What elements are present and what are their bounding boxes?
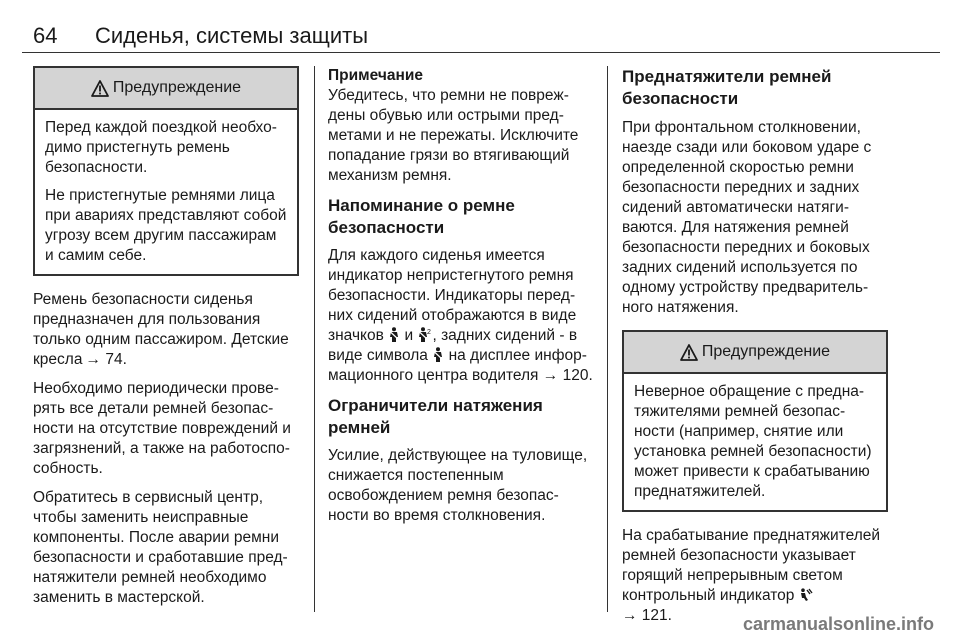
body-paragraph: На срабатывание преднатяжителей ремней безопасности указывает горящий непрерывным светом контрольный индикатор → 121. [622,527,881,624]
body-paragraph: Для каждого сиденья имеется индикатор непристегнутого ремня безопасности. Индикаторы передних сидений отображаются в виде значков и 2 , задних сидений - в виде символа на дисплее информационного центра водителя → 120. [328,247,593,384]
warning-triangle-icon [680,344,698,361]
column-1 [33,66,299,617]
column-divider [314,66,315,612]
seatbelt-person-icon [388,327,400,342]
svg-text:2: 2 [427,329,432,336]
page-reference[interactable]: → 121. [622,607,672,624]
warning-body [35,110,297,274]
section-heading: Преднатяжители ремней безопасности [622,67,832,108]
watermark: carmanualsonline.info [742,614,934,634]
note-text: Убедитесь, что ремни не повреждены обувью или острыми предметами и не пережаты. Исключите попадание грязи во втягивающий механизм ремня. [328,87,579,184]
warning-body [624,374,886,510]
warning-title: Предупреждение [112,79,242,96]
warning-title: Предупреждение [701,343,831,360]
page-number: 64 [33,23,58,48]
seatbelt-person-2-icon [417,327,432,342]
body-paragraph: Обратитесь в сервисный центр, чтобы заменить неисправные компоненты. После аварии ремни безопасности и сработавшие преднатяжители ремней необходимо заменить в мастерской. [33,489,288,606]
warning-header [624,332,886,374]
warning-header [35,68,297,110]
page-reference[interactable]: → 120. [542,367,593,384]
note-block [328,66,594,186]
page-reference[interactable]: → 74. [82,351,127,368]
body-paragraph: Необходимо периодически проверять все детали ремней безопасности на отсутствие повреждений и загрязнений, а также на работоспособность. [33,380,291,477]
body-paragraph: При фронтальном столкновении, наезде сзади или боковом ударе с определенной скоростью ремни безопасности передних и задних сидений автоматически натягиваются. Для натяжения ремней безопасности передних и боковых задних сидений используется по одному устройству предварительного натяжения. [622,119,872,316]
seatbelt-person-icon [432,347,444,362]
warning-triangle-icon [91,80,109,97]
warning-text: Не пристегнутые ремнями лица при авариях представляют собой угрозу всем другим пассажирам и самим себе. [45,187,287,264]
body-paragraph: Усилие, действующее на туловище, снижается постепенным освобождением ремня безопасности во время столкновения. [328,447,588,524]
header-divider [22,52,940,53]
section-heading: Напоминание о ремне безопасности [328,196,515,237]
warning-box [622,330,888,512]
warning-text: Перед каждой поездкой необходимо пристегнуть ремень безопасности. [45,119,277,176]
column-2 [328,66,594,535]
warning-text: Неверное обращение с преднатяжителями ремней безопасности (например, снятие или установка ремней безопасности) может привести к срабатыванию преднатяжителей. [634,383,872,500]
section-heading: Ограничители натяжения ремней [328,396,543,437]
page-title: Сиденья, системы защиты [95,23,369,48]
column-divider [607,66,608,612]
column-3 [622,66,888,635]
body-paragraph: Ремень безопасности сиденья предназначен для пользования только одним пассажиром. Детские кресла → 74. [33,291,289,368]
note-label: Примечание [328,67,423,84]
page-header [0,0,960,52]
airbag-indicator-icon [799,588,813,602]
warning-box [33,66,299,276]
